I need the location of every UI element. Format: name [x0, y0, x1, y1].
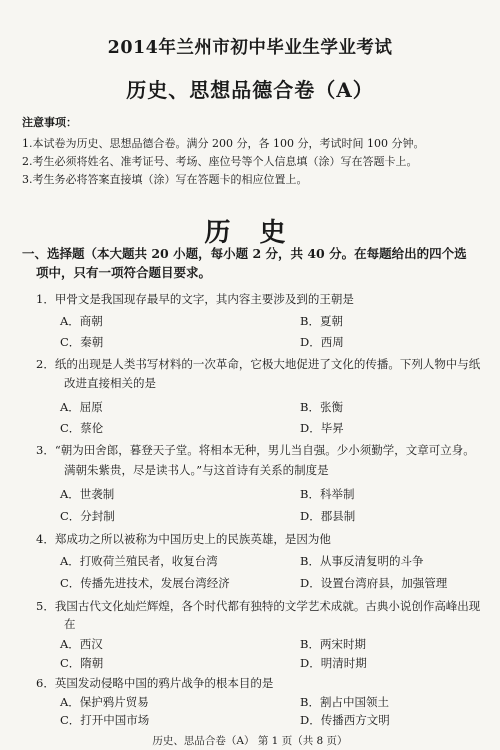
question-5-stem: 5．我国古代文化灿烂辉煌，各个时代都有独特的文学艺术成就。古典小说创作高峰出现	[36, 599, 481, 613]
question-5-option-b: B．两宋时期	[300, 637, 366, 651]
question-6-option-d: D．传播西方文明	[300, 713, 390, 727]
question-4-option-c: C．传播先进技术，发展台湾经济	[60, 576, 230, 590]
notes-heading: 注意事项：	[22, 116, 77, 129]
question-3-option-b: B．科举制	[300, 487, 355, 501]
question-6-option-c: C．打开中国市场	[60, 713, 150, 727]
question-2-stem-cont: 改进直接相关的是	[64, 376, 156, 390]
question-4-option-b: B．从事反清复明的斗争	[300, 554, 424, 568]
question-4-option-a: A．打败荷兰殖民者，收复台湾	[60, 554, 218, 568]
question-5-option-d: D．明清时期	[300, 656, 367, 670]
question-2-stem: 2．纸的出现是人类书写材料的一次革命，它极大地促进了文化的传播。下列人物中与纸	[36, 357, 481, 371]
question-5-option-a: A．西汉	[60, 637, 103, 651]
question-4-stem: 4．郑成功之所以被称为中国历史上的民族英雄，是因为他	[36, 532, 331, 546]
question-2-option-c: C．蔡伦	[60, 421, 104, 435]
question-5-stem-cont: 在	[64, 617, 76, 631]
section-instructions-line2: 项中，只有一项符合题目要求。	[36, 265, 212, 280]
question-6-stem: 6．英国发动侵略中国的鸦片战争的根本目的是	[36, 676, 274, 690]
question-3-stem: 3．“朝为田舍郎，暮登天子堂。将相本无种，男儿当自强。少小须勤学，文章可立身。	[36, 443, 475, 457]
question-1-option-d: D．西周	[300, 335, 344, 349]
note-3: 3.考生务必将答案直接填（涂）写在答题卡的相应位置上。	[22, 173, 308, 186]
question-1-option-b: B．夏朝	[300, 314, 343, 328]
note-1: 1.本试卷为历史、思想品德合卷。满分 200 分，各 100 分，考试时间 100 分钟。	[22, 137, 425, 150]
question-1-option-a: A．商朝	[60, 314, 103, 328]
question-5-option-c: C．隋朝	[60, 656, 104, 670]
page-footer: 历史、思品合卷（A） 第 1 页（共 8 页）	[152, 735, 348, 747]
question-2-option-a: A．屈原	[60, 400, 103, 414]
question-3-option-d: D．郡县制	[300, 509, 356, 523]
question-1-option-c: C．秦朝	[60, 335, 104, 349]
subject-heading: 历 史	[204, 218, 296, 248]
question-4-option-d: D．设置台湾府县，加强管理	[300, 576, 448, 590]
question-3-option-a: A．世袭制	[60, 487, 115, 501]
exam-title: 2014年兰州市初中毕业生学业考试	[107, 38, 393, 58]
question-3-stem-cont: 满朝朱紫贵，尽是读书人。”与这首诗有关系的制度是	[64, 463, 329, 477]
question-2-option-b: B．张衡	[300, 400, 343, 414]
section-instructions-line1: 一、选择题（本大题共 20 小题，每小题 2 分，共 40 分。在每题给出的四个选	[22, 246, 467, 261]
question-1-stem: 1．甲骨文是我国现存最早的文字，其内容主要涉及到的王朝是	[36, 292, 354, 306]
question-6-option-a: A．保护鸦片贸易	[60, 695, 149, 709]
question-6-option-b: B．割占中国领土	[300, 695, 389, 709]
question-2-option-d: D．毕昇	[300, 421, 344, 435]
exam-subtitle: 历史、思想品德合卷（A）	[126, 78, 374, 102]
question-3-option-c: C．分封制	[60, 509, 115, 523]
note-2: 2.考生必须将姓名、准考证号、考场、座位号等个人信息填（涂）写在答题卡上。	[22, 155, 418, 168]
